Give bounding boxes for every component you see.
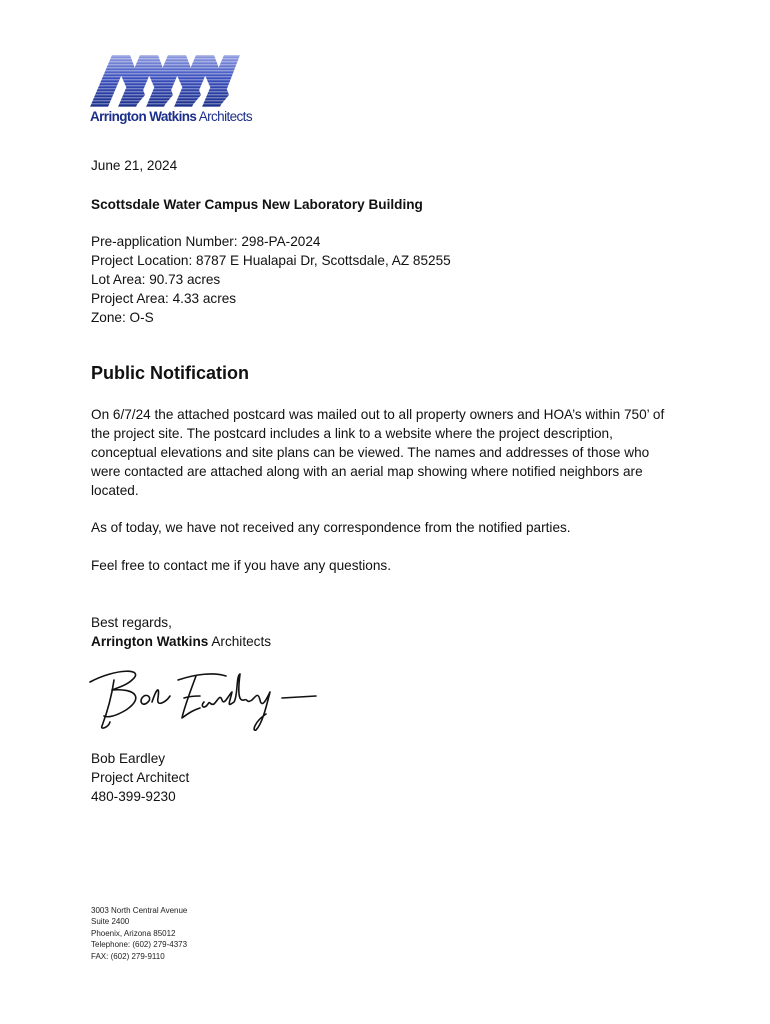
section-heading: Public Notification bbox=[91, 363, 250, 383]
letter-subject: Scottsdale Water Campus New Laboratory Building bbox=[91, 197, 423, 212]
signer-block bbox=[91, 749, 189, 806]
letter-date: June 21, 2024 bbox=[91, 158, 178, 173]
detail-project-area: Project Area: 4.33 acres bbox=[91, 291, 237, 306]
footer-suite: Suite 2400 bbox=[91, 917, 130, 927]
body-paragraph: As of today, we have not received any correspondence from the notified parties. bbox=[91, 520, 571, 535]
footer-city: Phoenix, Arizona 85012 bbox=[91, 928, 176, 938]
closing-firm: Arrington Watkins Architects bbox=[91, 634, 272, 649]
closing bbox=[91, 613, 271, 651]
firm-logo bbox=[90, 55, 252, 127]
signer-title: Project Architect bbox=[91, 770, 190, 785]
body-paragraph: Feel free to contact me if you have any questions. bbox=[91, 558, 391, 573]
logo-mark-icon bbox=[90, 55, 240, 107]
letterhead-footer bbox=[91, 905, 187, 962]
signer-phone: 480-399-9230 bbox=[91, 789, 176, 804]
project-details bbox=[91, 232, 451, 327]
signer-name: Bob Eardley bbox=[91, 751, 166, 766]
detail-project-location: Project Location: 8787 E Hualapai Dr, Scottsdale, AZ 85255 bbox=[91, 253, 451, 268]
footer-address-line: 3003 North Central Avenue bbox=[91, 906, 188, 915]
body-paragraph: On 6/7/24 the attached postcard was mailed out to all property owners and HOA’s within 750’ of the project site. The postcard includes a link to a website where the project description, conceptual elevations and site plans can be viewed. The names and addresses of those who were contacted are attached along with an aerial map showing where notified neighbors are located. bbox=[91, 407, 665, 498]
logo-wordmark: Arrington Watkins Architects bbox=[90, 109, 252, 124]
closing-salutation: Best regards, bbox=[91, 615, 172, 630]
footer-fax: FAX: (602) 279-9110 bbox=[91, 951, 165, 961]
detail-preapplication-number: Pre-application Number: 298-PA-2024 bbox=[91, 234, 321, 249]
footer-telephone: Telephone: (602) 279-4373 bbox=[91, 940, 188, 950]
detail-lot-area: Lot Area: 90.73 acres bbox=[91, 272, 221, 287]
detail-zone: Zone: O-S bbox=[91, 310, 154, 325]
handwritten-signature bbox=[86, 662, 321, 734]
